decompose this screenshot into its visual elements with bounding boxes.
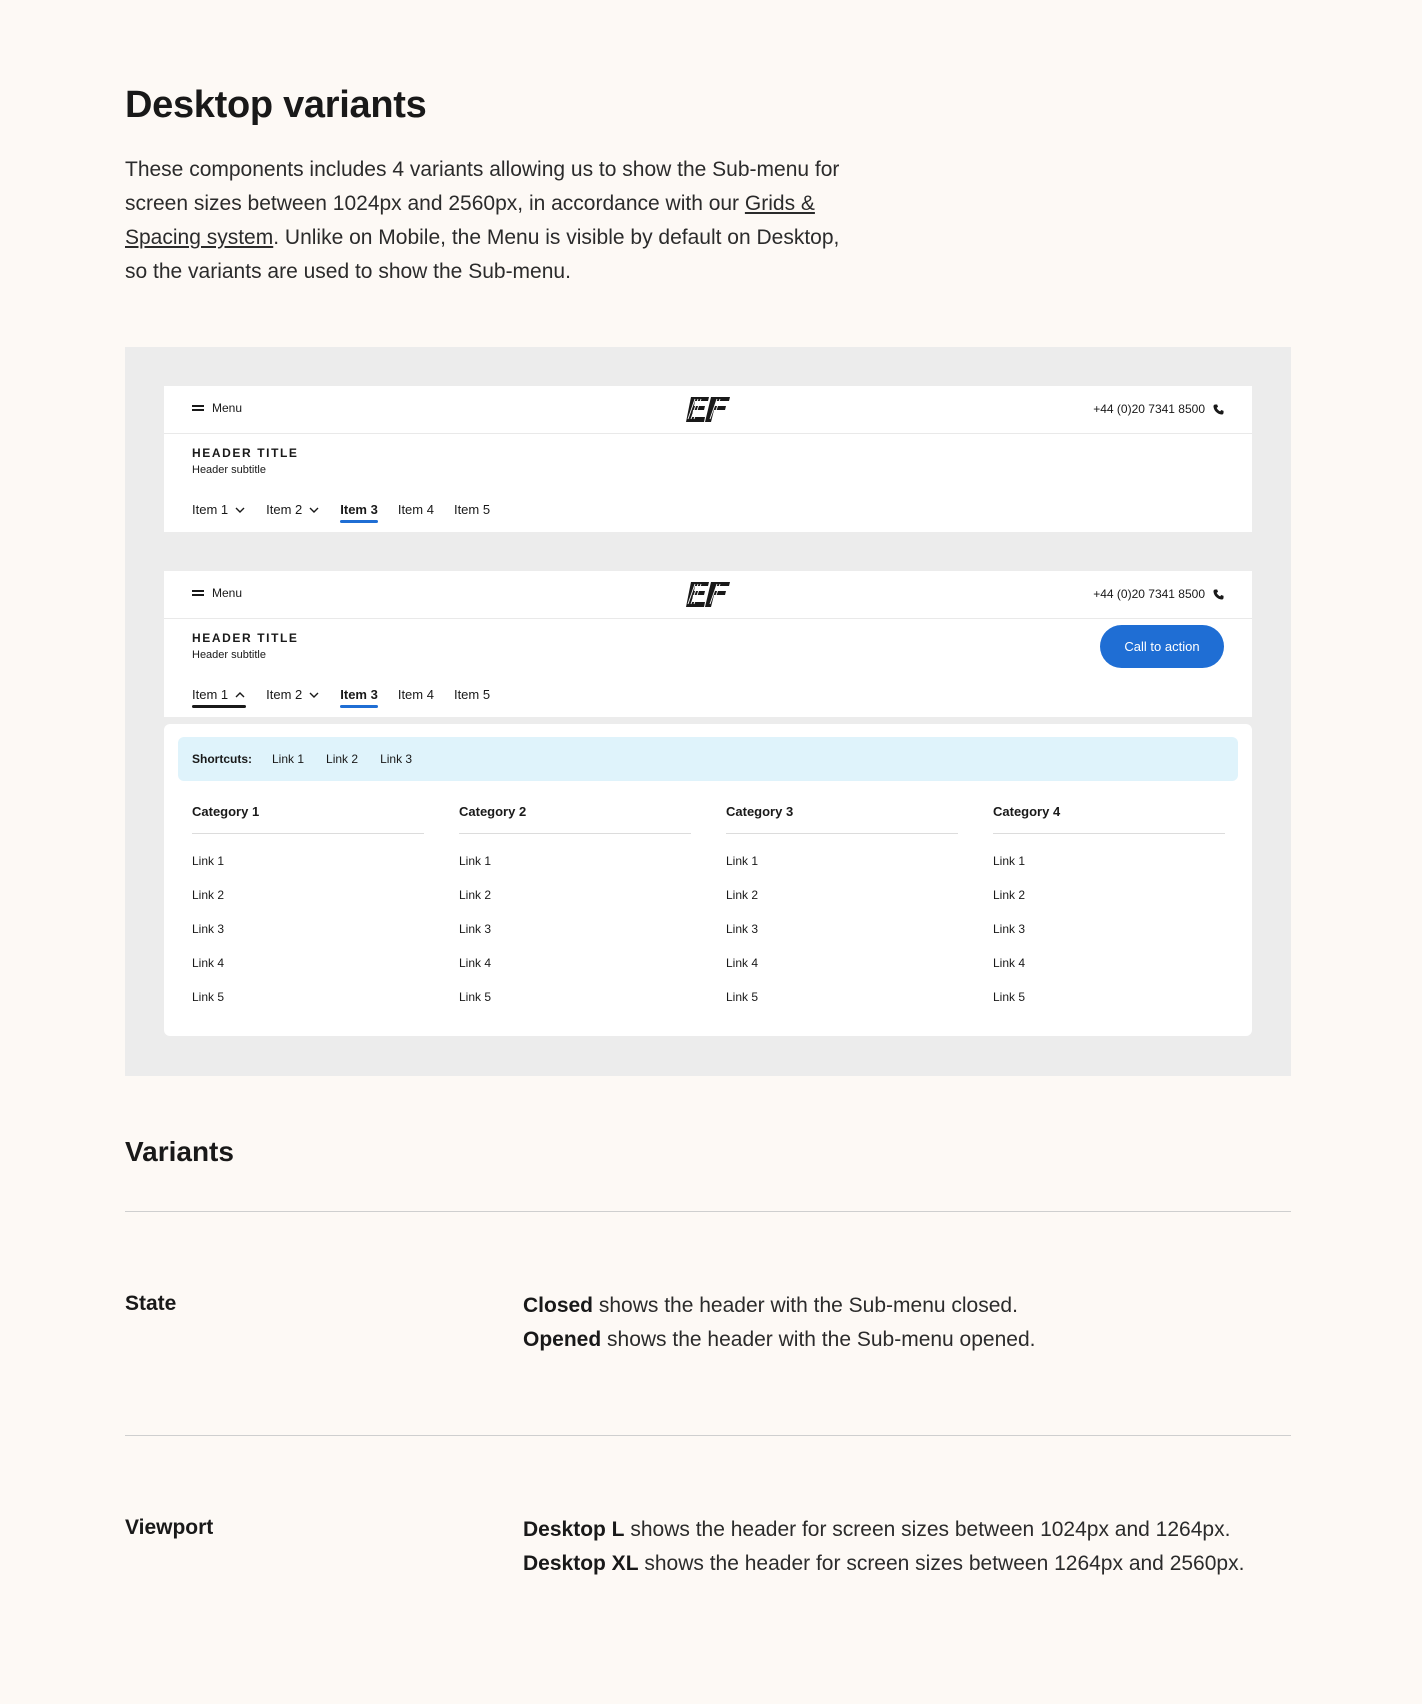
nav-item-2[interactable] bbox=[266, 502, 320, 523]
header-topbar bbox=[164, 571, 1252, 619]
state-line-closed: Closed shows the header with the Sub-menu closed. bbox=[523, 1294, 1018, 1317]
viewport-description bbox=[523, 1513, 1244, 1581]
page-title: Desktop variants bbox=[125, 84, 427, 126]
category-link[interactable]: Link 1 bbox=[459, 854, 492, 868]
nav-item-4[interactable] bbox=[398, 502, 434, 523]
phone-link[interactable] bbox=[1093, 402, 1224, 416]
category-column-2 bbox=[459, 804, 691, 1004]
category-link[interactable]: Link 5 bbox=[726, 990, 759, 1004]
component-preview bbox=[125, 347, 1291, 1076]
category-link[interactable]: Link 4 bbox=[726, 956, 759, 970]
category-link[interactable]: Link 5 bbox=[192, 990, 225, 1004]
category-link[interactable]: Link 2 bbox=[192, 888, 225, 902]
category-columns bbox=[192, 804, 1225, 1004]
category-title: Category 1 bbox=[192, 804, 424, 834]
shortcut-link-3[interactable]: Link 3 bbox=[380, 752, 413, 766]
category-title: Category 2 bbox=[459, 804, 691, 834]
intro-paragraph bbox=[125, 153, 865, 289]
category-link[interactable]: Link 1 bbox=[993, 854, 1026, 868]
nav-item-label: Item 3 bbox=[340, 687, 378, 702]
menu-button[interactable] bbox=[192, 401, 242, 415]
ef-logo[interactable] bbox=[683, 395, 733, 425]
category-link[interactable]: Link 4 bbox=[192, 956, 225, 970]
category-link[interactable]: Link 5 bbox=[993, 990, 1026, 1004]
nav-item-label: Item 5 bbox=[453, 687, 491, 702]
header-topbar bbox=[164, 386, 1252, 434]
phone-number: +44 (0)20 7341 8500 bbox=[1093, 587, 1205, 601]
state-line-opened: Opened shows the header with the Sub-menu opened. bbox=[523, 1328, 1036, 1351]
state-label: State bbox=[125, 1292, 177, 1315]
viewport-line-desktop-xl: Desktop XL shows the header for screen sizes between 1264px and 2560px. bbox=[523, 1552, 1245, 1575]
menu-label: Menu bbox=[212, 586, 243, 600]
state-description bbox=[523, 1289, 1035, 1357]
intro-text-before: These components includes 4 variants allowing us to show the Sub-menu for screen sizes between 1024px and 2560px, in accordance with our bbox=[125, 158, 840, 215]
shortcuts-bar bbox=[178, 737, 1238, 781]
intro-text-after: . Unlike on Mobile, the Menu is visible by default on Desktop, so the variants are used to show the Sub-menu. bbox=[125, 226, 840, 283]
category-column-3 bbox=[726, 804, 958, 1004]
main-nav bbox=[192, 502, 490, 523]
phone-icon bbox=[1213, 404, 1224, 415]
header-opened-variant bbox=[164, 571, 1252, 717]
shortcuts-label: Shortcuts: bbox=[192, 752, 252, 766]
grids-spacing-link[interactable]: Grids & Spacing system bbox=[125, 192, 815, 249]
nav-item-label: Item 1 bbox=[192, 502, 229, 517]
category-link[interactable]: Link 1 bbox=[726, 854, 759, 868]
category-column-4 bbox=[993, 804, 1225, 1004]
viewport-line-desktop-l: Desktop L shows the header for screen sizes between 1024px and 1264px. bbox=[523, 1518, 1231, 1541]
shortcut-link-1[interactable]: Link 1 bbox=[272, 752, 305, 766]
nav-item-3[interactable] bbox=[340, 502, 378, 523]
nav-item-4[interactable] bbox=[398, 687, 434, 708]
phone-icon bbox=[1213, 589, 1224, 600]
category-link[interactable]: Link 3 bbox=[993, 922, 1026, 936]
nav-item-label: Item 4 bbox=[397, 502, 434, 517]
category-link[interactable]: Link 2 bbox=[993, 888, 1026, 902]
nav-item-label: Item 5 bbox=[453, 502, 491, 517]
submenu-panel bbox=[164, 724, 1252, 1036]
hamburger-icon bbox=[192, 404, 204, 412]
phone-number: +44 (0)20 7341 8500 bbox=[1093, 402, 1205, 416]
category-link[interactable]: Link 3 bbox=[726, 922, 759, 936]
category-link[interactable]: Link 2 bbox=[726, 888, 759, 902]
header-title: HEADER TITLE bbox=[192, 631, 299, 645]
nav-item-3[interactable] bbox=[340, 687, 378, 708]
nav-item-1[interactable] bbox=[192, 502, 246, 523]
call-to-action-button[interactable]: Call to action bbox=[1100, 625, 1224, 668]
nav-item-label: Item 3 bbox=[340, 502, 378, 517]
header-subtitle: Header subtitle bbox=[192, 464, 266, 476]
nav-item-label: Item 4 bbox=[397, 687, 434, 702]
nav-item-1[interactable] bbox=[192, 687, 246, 708]
divider bbox=[125, 1435, 1291, 1436]
category-link[interactable]: Link 3 bbox=[192, 922, 225, 936]
hamburger-icon bbox=[192, 589, 204, 597]
category-title: Category 3 bbox=[726, 804, 958, 834]
header-title: HEADER TITLE bbox=[192, 446, 299, 460]
category-link[interactable]: Link 3 bbox=[459, 922, 492, 936]
header-subtitle: Header subtitle bbox=[192, 649, 266, 661]
nav-item-5[interactable] bbox=[454, 687, 490, 708]
category-column-1 bbox=[192, 804, 424, 1004]
main-nav bbox=[192, 687, 490, 708]
chevron-down-icon bbox=[308, 689, 320, 701]
ef-logo[interactable] bbox=[683, 580, 733, 610]
menu-label: Menu bbox=[212, 401, 243, 415]
nav-item-5[interactable] bbox=[454, 502, 490, 523]
nav-item-2[interactable] bbox=[266, 687, 320, 708]
nav-item-label: Item 1 bbox=[192, 687, 229, 702]
category-title: Category 4 bbox=[993, 804, 1225, 834]
phone-link[interactable] bbox=[1093, 587, 1224, 601]
category-link[interactable]: Link 1 bbox=[192, 854, 225, 868]
shortcut-link-2[interactable]: Link 2 bbox=[326, 752, 359, 766]
viewport-label: Viewport bbox=[125, 1516, 214, 1539]
menu-button[interactable] bbox=[192, 586, 242, 600]
divider bbox=[125, 1211, 1291, 1212]
category-link[interactable]: Link 4 bbox=[993, 956, 1026, 970]
chevron-down-icon bbox=[234, 504, 246, 516]
chevron-up-icon bbox=[234, 689, 246, 701]
category-link[interactable]: Link 5 bbox=[459, 990, 492, 1004]
category-link[interactable]: Link 2 bbox=[459, 888, 492, 902]
header-closed-variant bbox=[164, 386, 1252, 532]
nav-item-label: Item 2 bbox=[266, 502, 303, 517]
variants-heading: Variants bbox=[125, 1136, 234, 1167]
chevron-down-icon bbox=[308, 504, 320, 516]
nav-item-label: Item 2 bbox=[266, 687, 303, 702]
category-link[interactable]: Link 4 bbox=[459, 956, 492, 970]
